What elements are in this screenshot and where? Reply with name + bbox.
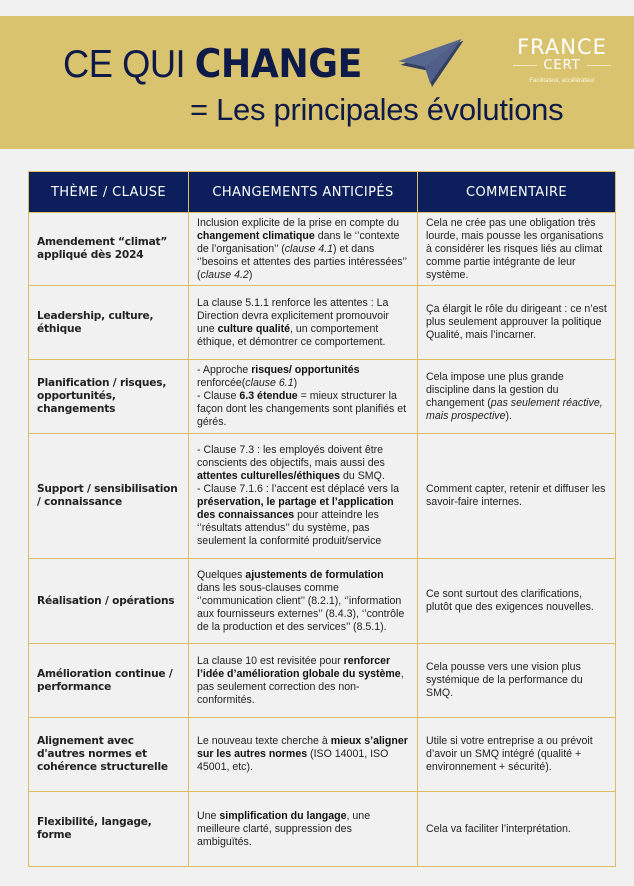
- page-title: [63, 42, 362, 87]
- bold-text: renforcer l’idée d’amélioration globale du système: [197, 654, 401, 680]
- text-segment: Utile si votre entreprise a ou prévoit d’avoir un SMQ intégré (qualité + environnement + sécurité).: [426, 735, 593, 773]
- text-segment: Ce sont surtout des clarifications, plutôt que des exigences nouvelles.: [426, 588, 594, 613]
- theme-cell: Flexibilité, langage, forme: [29, 792, 189, 867]
- text-segment: Le nouveau texte cherche à: [197, 735, 331, 747]
- comment-cell: [418, 792, 616, 867]
- comment-cell: [418, 213, 616, 286]
- bold-text: risques/ opportunités: [251, 364, 360, 376]
- text-segment: Cela va faciliter l’interprétation.: [426, 822, 571, 835]
- italic-text: clause 4.2: [200, 268, 249, 281]
- text-segment: La clause 5.1.1 renforce les attentes : La Direction devra explicitement promouvoir une: [197, 296, 389, 335]
- table-row: [29, 286, 616, 360]
- change-cell: [189, 559, 418, 644]
- change-cell: [189, 434, 418, 559]
- theme-cell: Amélioration continue / performance: [29, 644, 189, 718]
- text-segment: (ISO 14001, ISO 45001, etc).: [197, 748, 389, 773]
- text-segment: - Clause 7.1.6 : l’accent est déplacé vers la: [197, 483, 399, 495]
- text-segment: ).: [505, 409, 512, 422]
- evolutions-table: [28, 171, 616, 867]
- text-segment: Cela pousse vers une vision plus systémique de la performance du SMQ.: [426, 661, 583, 699]
- text-segment: , une meilleure clarté, suppression des ambiguïtés.: [197, 809, 371, 848]
- bold-text: attentes culturelles/éthiques: [197, 470, 341, 482]
- comment-cell: [418, 360, 616, 434]
- theme-cell: Support / sensibilisation / connaissance: [29, 434, 189, 559]
- theme-cell: Planification / risques, opportunités, changements: [29, 360, 189, 434]
- table-header-row: [29, 172, 616, 213]
- text-segment: - Approche: [197, 364, 252, 376]
- logo-rule-left: [513, 65, 537, 66]
- logo-line-1: FRANCE: [517, 35, 607, 59]
- text-segment: pour atteindre les ‘’résultats attendus’’ du système, pas seulement la conformité produit/service: [197, 509, 382, 547]
- italic-text: clause 4.1: [284, 242, 334, 255]
- table-row: [29, 644, 616, 718]
- column-header-changes: CHANGEMENTS ANTICIPÉS: [189, 172, 418, 213]
- bold-text: ajustements de formulation: [245, 568, 384, 581]
- table-row: [29, 718, 616, 792]
- theme-cell: Amendement “climat” appliqué dès 2024: [29, 213, 189, 286]
- table-row: [29, 434, 616, 559]
- table-row: [29, 360, 616, 434]
- column-header-theme: THÈME / CLAUSE: [29, 172, 189, 213]
- text-segment: dans les sous-clauses comme ‘’communication client’’ (8.2.1), ‘’information aux fournisseurs externes’’ (8.4.3), ‘’contrôle de la production et des services’’ (8.5.1).: [197, 581, 405, 633]
- text-segment: du SMQ.: [340, 470, 385, 482]
- bold-text: 6.3 étendue: [239, 390, 298, 402]
- bold-text: mieux s’aligner sur les autres normes: [197, 735, 408, 760]
- text-segment: La clause 10 est revisitée pour: [197, 654, 344, 667]
- change-cell: [189, 286, 418, 360]
- title-part-2: CHANGE: [194, 42, 362, 87]
- logo-line-2: CERT: [543, 58, 581, 73]
- bold-text: simplification du langage: [219, 809, 347, 822]
- theme-cell: Réalisation / opérations: [29, 559, 189, 644]
- text-segment: Ça élargit le rôle du dirigeant : ce n’est plus seulement approuver la politique Qualité, mais l’incarner.: [426, 303, 607, 341]
- text-segment: - Clause 7.3 : les employés doivent être conscients des objectifs, mais aussi des: [197, 444, 385, 469]
- text-segment: Une: [197, 809, 220, 822]
- text-segment: , pas seulement correction des non-conformités.: [197, 667, 404, 706]
- theme-cell: Alignement avec d'autres normes et cohérence structurelle: [29, 718, 189, 792]
- text-segment: Cela ne crée pas une obligation très lourde, mais pousse les organisations à considérer les risques liés au climat comme partie intégrante de leur système.: [426, 216, 604, 281]
- text-segment: dans le ‘’contexte de l’organisation’’ (: [197, 229, 400, 255]
- page-subtitle: = Les principales évolutions: [190, 92, 564, 127]
- text-segment: Inclusion explicite de la prise en compte du: [197, 216, 399, 229]
- header-banner: [0, 16, 634, 149]
- change-cell: [189, 644, 418, 718]
- theme-cell: Leadership, culture, éthique: [29, 286, 189, 360]
- comment-cell: [418, 718, 616, 792]
- change-cell: [189, 718, 418, 792]
- bold-text: changement climatique: [197, 229, 315, 242]
- table-row: [29, 792, 616, 867]
- comment-cell: [418, 644, 616, 718]
- table-row: [29, 213, 616, 286]
- bold-text: préservation, le partage et l’application des connaissances: [197, 496, 394, 521]
- text-segment: Quelques: [197, 568, 246, 581]
- text-segment: - Clause: [197, 390, 240, 402]
- text-segment: ) et dans ‘’besoins et attentes des parties intéressées’’ (: [197, 242, 407, 281]
- change-cell: [189, 792, 418, 867]
- text-segment: , un comportement éthique, et démontrer ce comportement.: [197, 322, 386, 348]
- comment-cell: [418, 286, 616, 360]
- logo-tagline: Facilitateur, accélérateur: [529, 78, 595, 84]
- text-segment: ): [248, 268, 253, 281]
- comment-cell: [418, 559, 616, 644]
- text-segment: Comment capter, retenir et diffuser les savoir-faire internes.: [426, 483, 606, 508]
- table-row: [29, 559, 616, 644]
- logo-rule-right: [587, 65, 611, 66]
- text-segment: = mieux structurer la façon dont les changements sont planifiés et gérés.: [197, 390, 407, 428]
- text-segment: Cela impose une plus grande discipline dans la gestion du changement (: [426, 370, 564, 409]
- change-cell: [189, 213, 418, 286]
- text-segment: ): [293, 377, 298, 389]
- cursor-arrow-icon: [395, 37, 469, 89]
- comment-cell: [418, 434, 616, 559]
- text-segment: renforcée(: [197, 377, 246, 389]
- column-header-comment: COMMENTAIRE: [418, 172, 616, 213]
- france-cert-logo: [502, 36, 622, 84]
- bold-text: culture qualité: [217, 322, 291, 335]
- italic-text: clause 6.1: [245, 377, 294, 389]
- title-part-1: CE QUI: [63, 43, 195, 86]
- change-cell: [189, 360, 418, 434]
- italic-text: pas seulement réactive, mais prospective: [426, 396, 603, 422]
